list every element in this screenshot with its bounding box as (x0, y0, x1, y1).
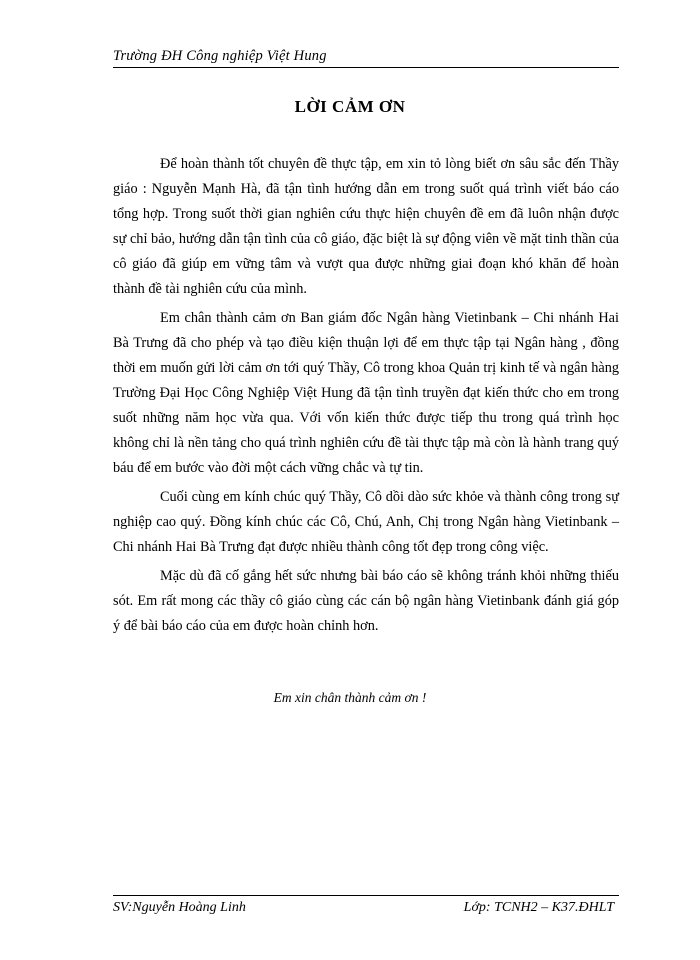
footer-student-name: SV:Nguyễn Hoàng Linh (113, 900, 246, 915)
page-title: LỜI CẢM ƠN (294, 97, 406, 116)
running-header: Trường ĐH Công nghiệp Việt Hung (113, 48, 327, 64)
footer-class: Lớp: TCNH2 – K37.ĐHLT (463, 900, 614, 915)
document-body (113, 152, 619, 643)
footer-divider (113, 895, 619, 896)
header-divider (113, 67, 619, 68)
paragraph-1: Để hoàn thành tốt chuyên đề thực tập, em xin tỏ lòng biết ơn sâu sắc đến Thầy giáo : Nguyễn Mạnh Hà, đã tận tình hướng dẫn em trong suốt quá trình viết báo cáo tổng hợp. Trong suốt thời gian nghiên cứu thực hiện chuyên đề em đã luôn nhận được sự chỉ bảo, hướng dẫn tận tình của cô giáo, đặc biệt là sự động viên về mặt tinh thần của cô giáo đã giúp em vững tâm và vượt qua được những giai đoạn khó khăn để hoàn thành đề tài nghiên cứu của mình. (113, 156, 619, 297)
paragraph-4: Mặc dù đã cố gắng hết sức nhưng bài báo cáo sẽ không tránh khỏi những thiếu sót. Em rất mong các thầy cô giáo cùng các cán bộ ngân hàng Vietinbank đánh giá góp ý để bài báo cáo của em được hoàn chỉnh hơn. (113, 568, 619, 634)
closing-line: Em xin chân thành cảm ơn ! (273, 690, 427, 705)
paragraph-3: Cuối cùng em kính chúc quý Thầy, Cô dồi dào sức khỏe và thành công trong sự nghiệp cao quý. Đồng kính chúc các Cô, Chú, Anh, Chị trong Ngân hàng Vietinbank – Chi nhánh Hai Bà Trưng đạt được nhiều thành công tốt đẹp trong công việc. (113, 489, 619, 555)
paragraph-2: Em chân thành cảm ơn Ban giám đốc Ngân hàng Vietinbank – Chi nhánh Hai Bà Trưng đã cho phép và tạo điều kiện thuận lợi để em thực tập tại Ngân hàng , đồng thời em muốn gửi lời cảm ơn tới quý Thầy, Cô trong khoa Quản trị kinh tế và ngân hàng Trường Đại Học Công Nghiệp Việt Hung đã tận tình truyền đạt kiến thức cho em trong suốt những năm học vừa qua. Với vốn kiến thức được tiếp thu trong quá trình học không chỉ là nền tảng cho quá trình nghiên cứu đề tài thực tập mà còn là hành trang quý báu để em bước vào đời một cách vững chắc và tự tin. (113, 310, 619, 476)
